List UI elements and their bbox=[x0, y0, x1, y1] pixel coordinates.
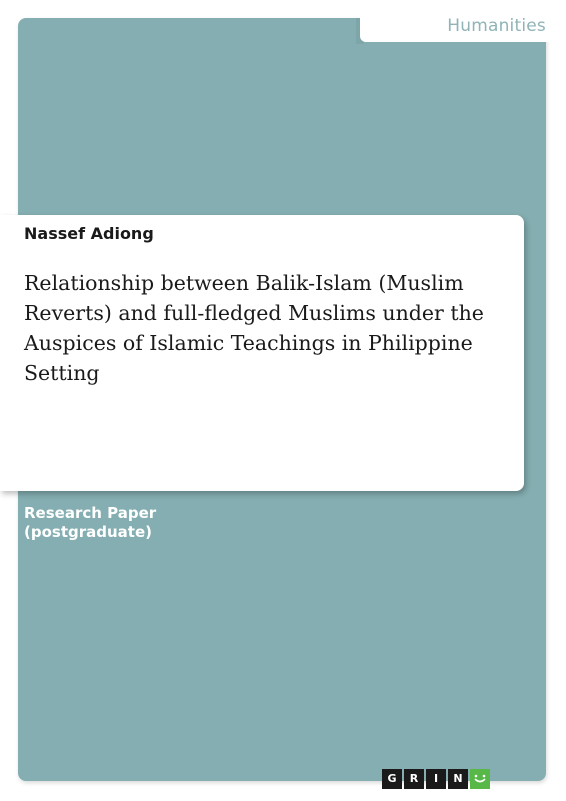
smile-icon bbox=[470, 769, 490, 789]
publisher-logo bbox=[382, 769, 490, 789]
author-name: Nassef Adiong bbox=[24, 224, 154, 243]
logo-letter-i: I bbox=[426, 769, 446, 789]
document-type-line2: (postgraduate) bbox=[24, 523, 152, 541]
logo-letter-n: N bbox=[448, 769, 468, 789]
logo-letter-g: G bbox=[382, 769, 402, 789]
document-type-line1: Research Paper bbox=[24, 504, 157, 522]
logo-letter-r: R bbox=[404, 769, 424, 789]
document-title: Relationship between Balik-Islam (Muslim Reverts) and full-fledged Muslims under the Auspices of Islamic Teachings in Philippine Setting bbox=[24, 271, 484, 385]
document-type bbox=[24, 504, 156, 542]
category-label: Humanities bbox=[447, 16, 546, 36]
